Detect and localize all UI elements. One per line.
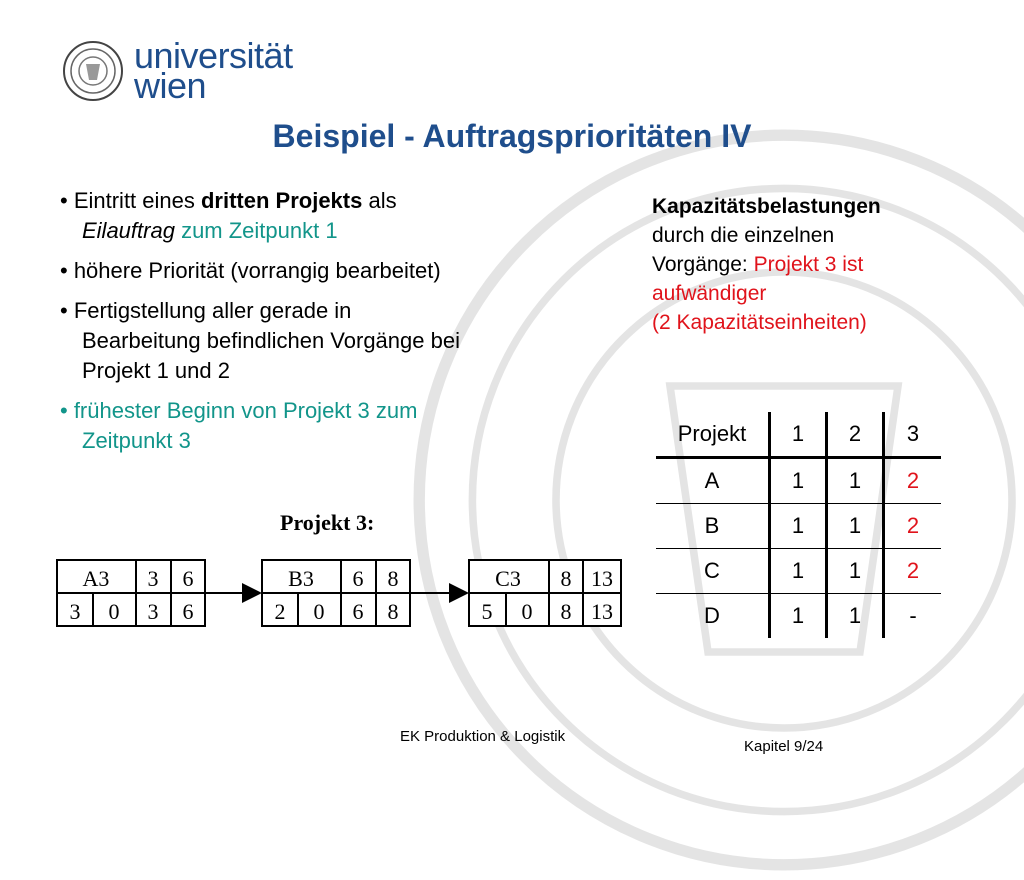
node-lf: 13 — [591, 599, 613, 624]
node-name: C3 — [495, 566, 521, 591]
node-buf: 0 — [521, 599, 533, 624]
bullet-1-pre: • Eintritt eines — [60, 188, 201, 213]
bullet-4-line1: • frühester Beginn von Projekt 3 zum — [60, 398, 418, 423]
node-ls: 8 — [560, 599, 572, 624]
table-header-cell: 2 — [827, 412, 884, 458]
bullet-1-line2 — [60, 216, 600, 246]
table-cell: 2 — [884, 458, 942, 504]
table-header-cell: Projekt — [677, 421, 747, 446]
footer-chapter: Kapitel 9/24 — [744, 738, 824, 755]
table-cell: 1 — [827, 458, 884, 504]
bullet-4-line2: Zeitpunkt 3 — [82, 428, 191, 453]
logo-text — [134, 35, 293, 106]
page-title: Beispiel - Auftragsprioritäten IV — [272, 118, 752, 154]
table-cell: 1 — [770, 458, 827, 504]
table-header-cell: 1 — [770, 412, 827, 458]
table-header-row — [656, 412, 941, 458]
capacity-line3-red: Projekt 3 ist — [753, 253, 864, 276]
node-ls: 3 — [147, 599, 159, 624]
table-cell: 1 — [770, 594, 827, 639]
network-diagram — [0, 500, 1024, 650]
network-title: Projekt 3: — [280, 510, 375, 535]
bullet-3 — [60, 296, 600, 386]
node-lf: 6 — [182, 599, 194, 624]
capacity-line3-black: Vorgänge: — [652, 253, 754, 276]
table-cell: 1 — [827, 549, 884, 594]
bullet-1-italic: Eilauftrag — [82, 218, 175, 243]
network-node-b3 — [262, 560, 410, 626]
node-name: A3 — [82, 566, 110, 591]
bullet-1-post: als — [362, 188, 397, 213]
footer-course: EK Produktion & Logistik — [400, 728, 566, 745]
logo-line2: wien — [134, 65, 207, 106]
table-cell: 1 — [770, 549, 827, 594]
node-ef: 8 — [387, 566, 399, 591]
table-cell: 1 — [827, 594, 884, 639]
bullet-1-bold: dritten Projekts — [200, 188, 363, 213]
capacity-line4: aufwändiger — [652, 282, 767, 305]
bullet-3-line1: • Fertigstellung aller gerade in — [60, 298, 352, 323]
bullet-4 — [60, 396, 600, 456]
bullet-list — [60, 186, 600, 466]
table-cell: B — [656, 504, 770, 549]
capacity-line2: durch die einzelnen — [652, 224, 835, 247]
node-lf: 8 — [387, 599, 399, 624]
bullet-2: • höhere Priorität (vorrangig bearbeitet) — [60, 258, 441, 283]
table-row — [656, 458, 941, 504]
bullet-1 — [60, 186, 600, 246]
network-node-c3 — [469, 560, 621, 626]
seal-icon — [62, 40, 124, 102]
table-cell: 2 — [884, 504, 942, 549]
node-ef: 13 — [591, 566, 613, 591]
node-buf: 0 — [313, 599, 325, 624]
node-dur: 5 — [481, 599, 493, 624]
node-es: 6 — [352, 566, 364, 591]
capacity-description — [652, 192, 982, 337]
table-header-cell: 3 — [884, 412, 942, 458]
bullet-3-line3: Projekt 1 und 2 — [82, 358, 230, 383]
node-es: 8 — [560, 566, 572, 591]
logo-line1: universität — [134, 35, 293, 76]
table-cell: D — [656, 594, 770, 639]
capacity-heading: Kapazitätsbelastungen — [652, 195, 881, 218]
node-buf: 0 — [108, 599, 120, 624]
table-cell: 2 — [884, 549, 942, 594]
table-cell: 1 — [770, 504, 827, 549]
bullet-3-line2: Bearbeitung befindlichen Vorgänge bei — [82, 328, 460, 353]
node-es: 3 — [147, 566, 159, 591]
network-node-a3 — [57, 560, 205, 626]
node-name: B3 — [288, 566, 314, 591]
table-cell: 1 — [827, 504, 884, 549]
table-cell: C — [656, 549, 770, 594]
capacity-line5: (2 Kapazitätseinheiten) — [652, 311, 867, 334]
table-cell: - — [884, 594, 942, 639]
node-ls: 6 — [352, 599, 364, 624]
university-logo — [62, 35, 293, 106]
node-ef: 6 — [182, 566, 194, 591]
node-dur: 3 — [69, 599, 81, 624]
bullet-1-teal: zum Zeitpunkt 1 — [174, 218, 338, 243]
node-dur: 2 — [274, 599, 286, 624]
table-cell: A — [656, 458, 770, 504]
